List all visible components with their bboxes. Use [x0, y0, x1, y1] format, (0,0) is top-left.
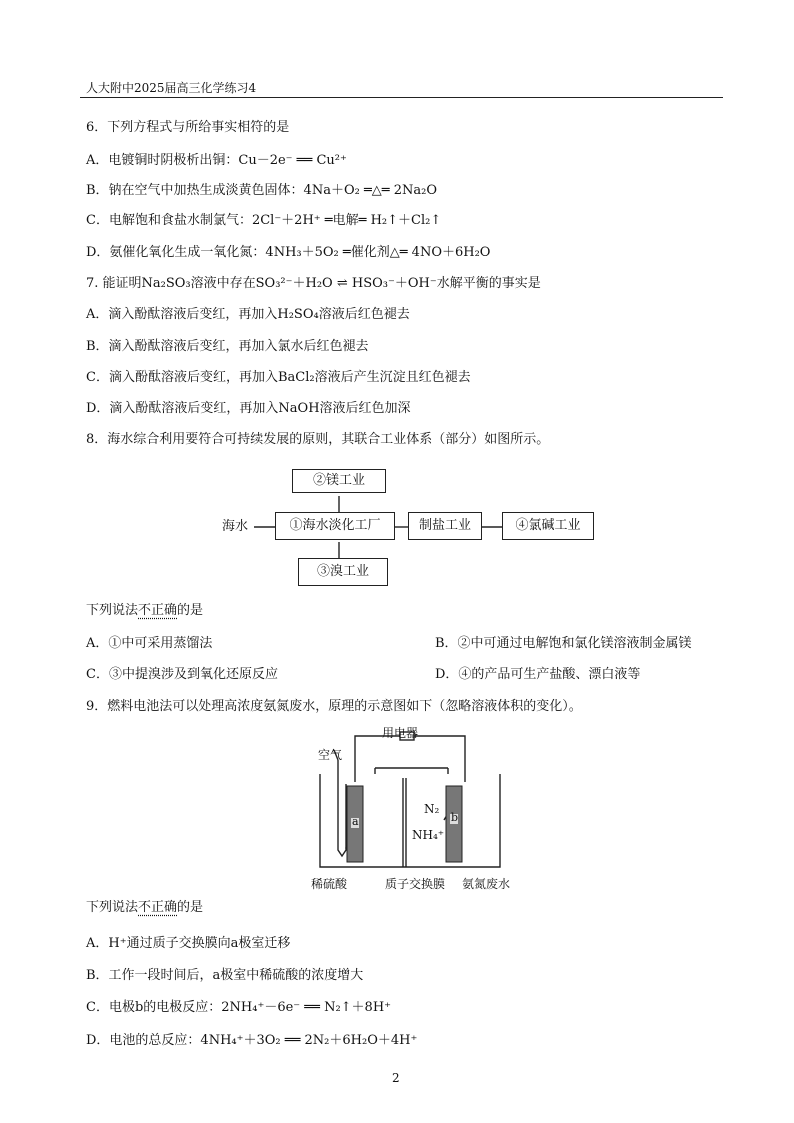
q8-stem: 8．海水综合利用要符合可持续发展的原则，其联合工业体系（部分）如图所示。 — [86, 432, 550, 447]
q7-option-d: D．滴入酚酞溶液后变红，再加入NaOH溶液后红色加深 — [86, 401, 411, 416]
dilute-sulfuric-acid-label: 稀硫酸 — [311, 877, 348, 891]
q8-option-a: A．①中可采用蒸馏法 — [86, 636, 213, 651]
page-header: 人大附中2025届高三化学练习4 — [86, 81, 257, 95]
nh4-label: NH₄⁺ — [412, 828, 445, 842]
q6-option-d: D．氨催化氧化生成一氧化氮：4NH₃＋5O₂ ═催化剂△═ 4NO＋6H₂O — [86, 245, 491, 260]
box-bromine-industry: ③溴工业 — [298, 558, 388, 586]
q9-option-b: B．工作一段时间后，a极室中稀硫酸的浓度增大 — [86, 968, 364, 983]
q8-option-c: C．③中提溴涉及到氧化还原反应 — [86, 667, 278, 682]
q7-option-c: C．滴入酚酞溶液后变红，再加入BaCl₂溶液后产生沉淀且红色褪去 — [86, 370, 471, 385]
q9-option-d: D．电池的总反应：4NH₄⁺＋3O₂ ══ 2N₂＋6H₂O＋4H⁺ — [86, 1033, 418, 1048]
q6-stem: 6．下列方程式与所给事实相符的是 — [86, 120, 290, 135]
n2-label: N₂ — [424, 802, 440, 816]
box-desalination-plant: ①海水淡化工厂 — [275, 512, 395, 540]
q8-option-d: D．④的产品可生产盐酸、漂白液等 — [435, 667, 641, 682]
q9-substem-prefix: 下列说法 — [86, 900, 139, 915]
q9-stem: 9．燃料电池法可以处理高浓度氨氮废水，原理的示意图如下（忽略溶液体积的变化）。 — [86, 699, 582, 714]
q7-option-b: B．滴入酚酞溶液后变红，再加入氯水后红色褪去 — [86, 339, 369, 354]
air-label: 空气 — [318, 748, 343, 762]
q8-substem-suffix: 的是 — [177, 603, 204, 618]
q6-option-b: B．钠在空气中加热生成淡黄色固体：4Na＋O₂ ═△═ 2Na₂O — [86, 183, 438, 198]
q9-substem — [86, 900, 203, 916]
q9-option-c: C．电极b的电极反应：2NH₄⁺－6e⁻ ══ N₂↑＋8H⁺ — [86, 1000, 392, 1015]
ammonia-wastewater-label: 氨氮废水 — [462, 877, 511, 891]
header-rule — [80, 97, 723, 98]
q7-stem: 7. 能证明Na₂SO₃溶液中存在SO₃²⁻＋H₂O ⇌ HSO₃⁻＋OH⁻水解平衡的事实是 — [86, 276, 541, 291]
q6-option-c: C．电解饱和食盐水制氯气：2Cl⁻＋2H⁺ ═电解═ H₂↑＋Cl₂↑ — [86, 213, 442, 228]
q9-substem-suffix: 的是 — [177, 900, 204, 915]
page-number: 2 — [392, 1071, 400, 1085]
q8-option-b: B．②中可通过电解饱和氯化镁溶液制金属镁 — [435, 636, 692, 651]
box-chlor-alkali-industry: ④氯碱工业 — [502, 512, 594, 540]
q8-substem — [86, 603, 203, 619]
q7-option-a: A．滴入酚酞溶液后变红，再加入H₂SO₄溶液后红色褪去 — [86, 307, 410, 322]
q8-substem-emphasis: 不正确 — [138, 603, 178, 618]
box-salt-industry: 制盐工业 — [408, 512, 482, 540]
electrode-a-label: a — [352, 815, 359, 828]
appliance-label: 用电器 — [382, 726, 419, 740]
q8-substem-prefix: 下列说法 — [86, 603, 139, 618]
q6-option-a: A．电镀铜时阴极析出铜：Cu－2e⁻ ══ Cu²⁺ — [86, 153, 347, 168]
diagram-seawater-label: 海水 — [222, 519, 249, 534]
box-magnesium-industry: ②镁工业 — [292, 469, 386, 493]
q9-option-a: A．H⁺通过质子交换膜向a极室迁移 — [86, 936, 291, 951]
electrode-b-label: b — [451, 811, 459, 824]
q9-substem-emphasis: 不正确 — [138, 900, 178, 915]
membrane-label: 质子交换膜 — [385, 877, 446, 891]
